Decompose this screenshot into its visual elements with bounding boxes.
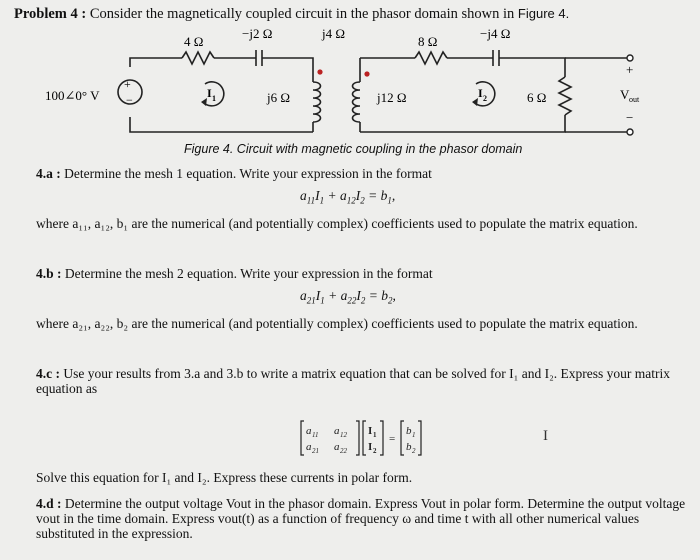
source-label: 100∠0° V <box>45 88 100 103</box>
svg-text:a: a <box>334 441 340 453</box>
problem-text: Consider the magnetically coupled circuit in the phasor domain shown in <box>89 6 515 22</box>
part-a-after: where a₁₁, a₁₂, b₁ are the numerical (and potentially complex) coefficients used to populate the matrix equation. <box>36 216 638 231</box>
mesh2-label: I <box>478 86 483 100</box>
part-c-label: 4.c : <box>36 366 60 381</box>
r3-label: 6 Ω <box>527 90 547 105</box>
ltop-label: j4 Ω <box>322 26 346 41</box>
part-b-after: where a₂₁, a₂₂, b₂ are the numerical (and potentially complex) coefficients used to populate the matrix equation. <box>36 316 638 331</box>
svg-text:2: 2 <box>373 447 377 455</box>
svg-text:11: 11 <box>312 431 319 439</box>
mesh1-label: I <box>207 86 212 100</box>
coil-j12 <box>353 82 361 122</box>
source-plus: + <box>124 77 131 91</box>
svg-text:b: b <box>406 441 412 453</box>
vout-minus: − <box>626 110 634 125</box>
figure-caption: Figure 4. Circuit with magnetic coupling in the phasor domain <box>184 142 523 156</box>
mesh1-format-equation: $a_{11}I_1 + a_{12}I_2 = b_1$, <box>300 188 396 206</box>
source-minus: − <box>126 93 133 107</box>
part-c-prompt <box>36 366 686 396</box>
vout-sub: out <box>629 95 640 104</box>
resistor-8ohm <box>415 52 447 64</box>
wire-top-left <box>130 58 182 67</box>
coil-j6 <box>313 82 321 122</box>
part-b-text: Determine the mesh 2 equation. Write your expression in the format <box>64 266 433 281</box>
figure-reference: Figure 4. <box>517 6 570 21</box>
vout-terminal-top <box>627 55 633 61</box>
part-b-prompt <box>36 266 686 281</box>
l2-label: j12 Ω <box>377 90 407 105</box>
part-a-prompt <box>36 166 686 181</box>
part-d-text: Determine the output voltage Vout in the phasor domain. Express Vout in polar form. Determine the output voltage vout in the time domain. Express vout(t) as a function of frequency ω and time t with all other numerical values substituted in the expression. <box>36 496 686 541</box>
mesh2-format-equation: $a_{21}I_1 + a_{22}I_2 = b_2$, <box>300 288 396 306</box>
part-a-label: 4.a : <box>36 166 61 181</box>
problem-statement <box>14 6 569 23</box>
svg-text:12: 12 <box>340 431 347 439</box>
svg-text:I: I <box>368 425 373 437</box>
l1-label: j6 Ω <box>267 90 291 105</box>
c2-label: −j4 Ω <box>480 26 511 41</box>
svg-text:22: 22 <box>340 447 347 455</box>
resistor-6ohm <box>559 77 571 115</box>
text-cursor-icon: I <box>543 428 548 444</box>
mesh2-sub: 2 <box>483 94 487 103</box>
part-a-text: Determine the mesh 1 equation. Write your expression in the format <box>64 166 432 181</box>
r1-label: 4 Ω <box>184 34 204 49</box>
svg-text:1: 1 <box>373 431 377 439</box>
svg-text:b: b <box>406 425 412 437</box>
coupling-dot-right <box>364 71 369 76</box>
resistor-4ohm <box>182 52 214 64</box>
problem-label: Problem 4 : <box>14 6 87 22</box>
svg-text:a: a <box>306 441 312 453</box>
part-c-text: Use your results from 3.a and 3.b to write a matrix equation that can be solved for I₁ and I₂. Express your matrix equation as <box>36 366 670 396</box>
svg-text:a: a <box>334 425 340 437</box>
c1-label: −j2 Ω <box>242 26 273 41</box>
svg-text:=: = <box>389 433 396 445</box>
vout-plus: + <box>626 62 634 77</box>
part-d-label: 4.d : <box>36 496 62 511</box>
svg-text:1: 1 <box>412 431 416 439</box>
part-c-solve: Solve this equation for I₁ and I₂. Express these currents in polar form. <box>36 470 413 485</box>
svg-text:2: 2 <box>412 447 416 455</box>
vout-label: V <box>620 87 630 102</box>
r2-label: 8 Ω <box>418 34 438 49</box>
svg-text:I: I <box>368 441 373 453</box>
svg-text:a: a <box>306 425 312 437</box>
matrix-equation <box>300 417 460 464</box>
part-b-label: 4.b : <box>36 266 62 281</box>
svg-text:21: 21 <box>312 447 319 455</box>
mesh1-sub: 1 <box>212 94 216 103</box>
part-d-prompt <box>36 496 686 541</box>
vout-terminal-bottom <box>627 129 633 135</box>
circuit-diagram <box>0 22 700 142</box>
coupling-dot-left <box>317 69 322 74</box>
